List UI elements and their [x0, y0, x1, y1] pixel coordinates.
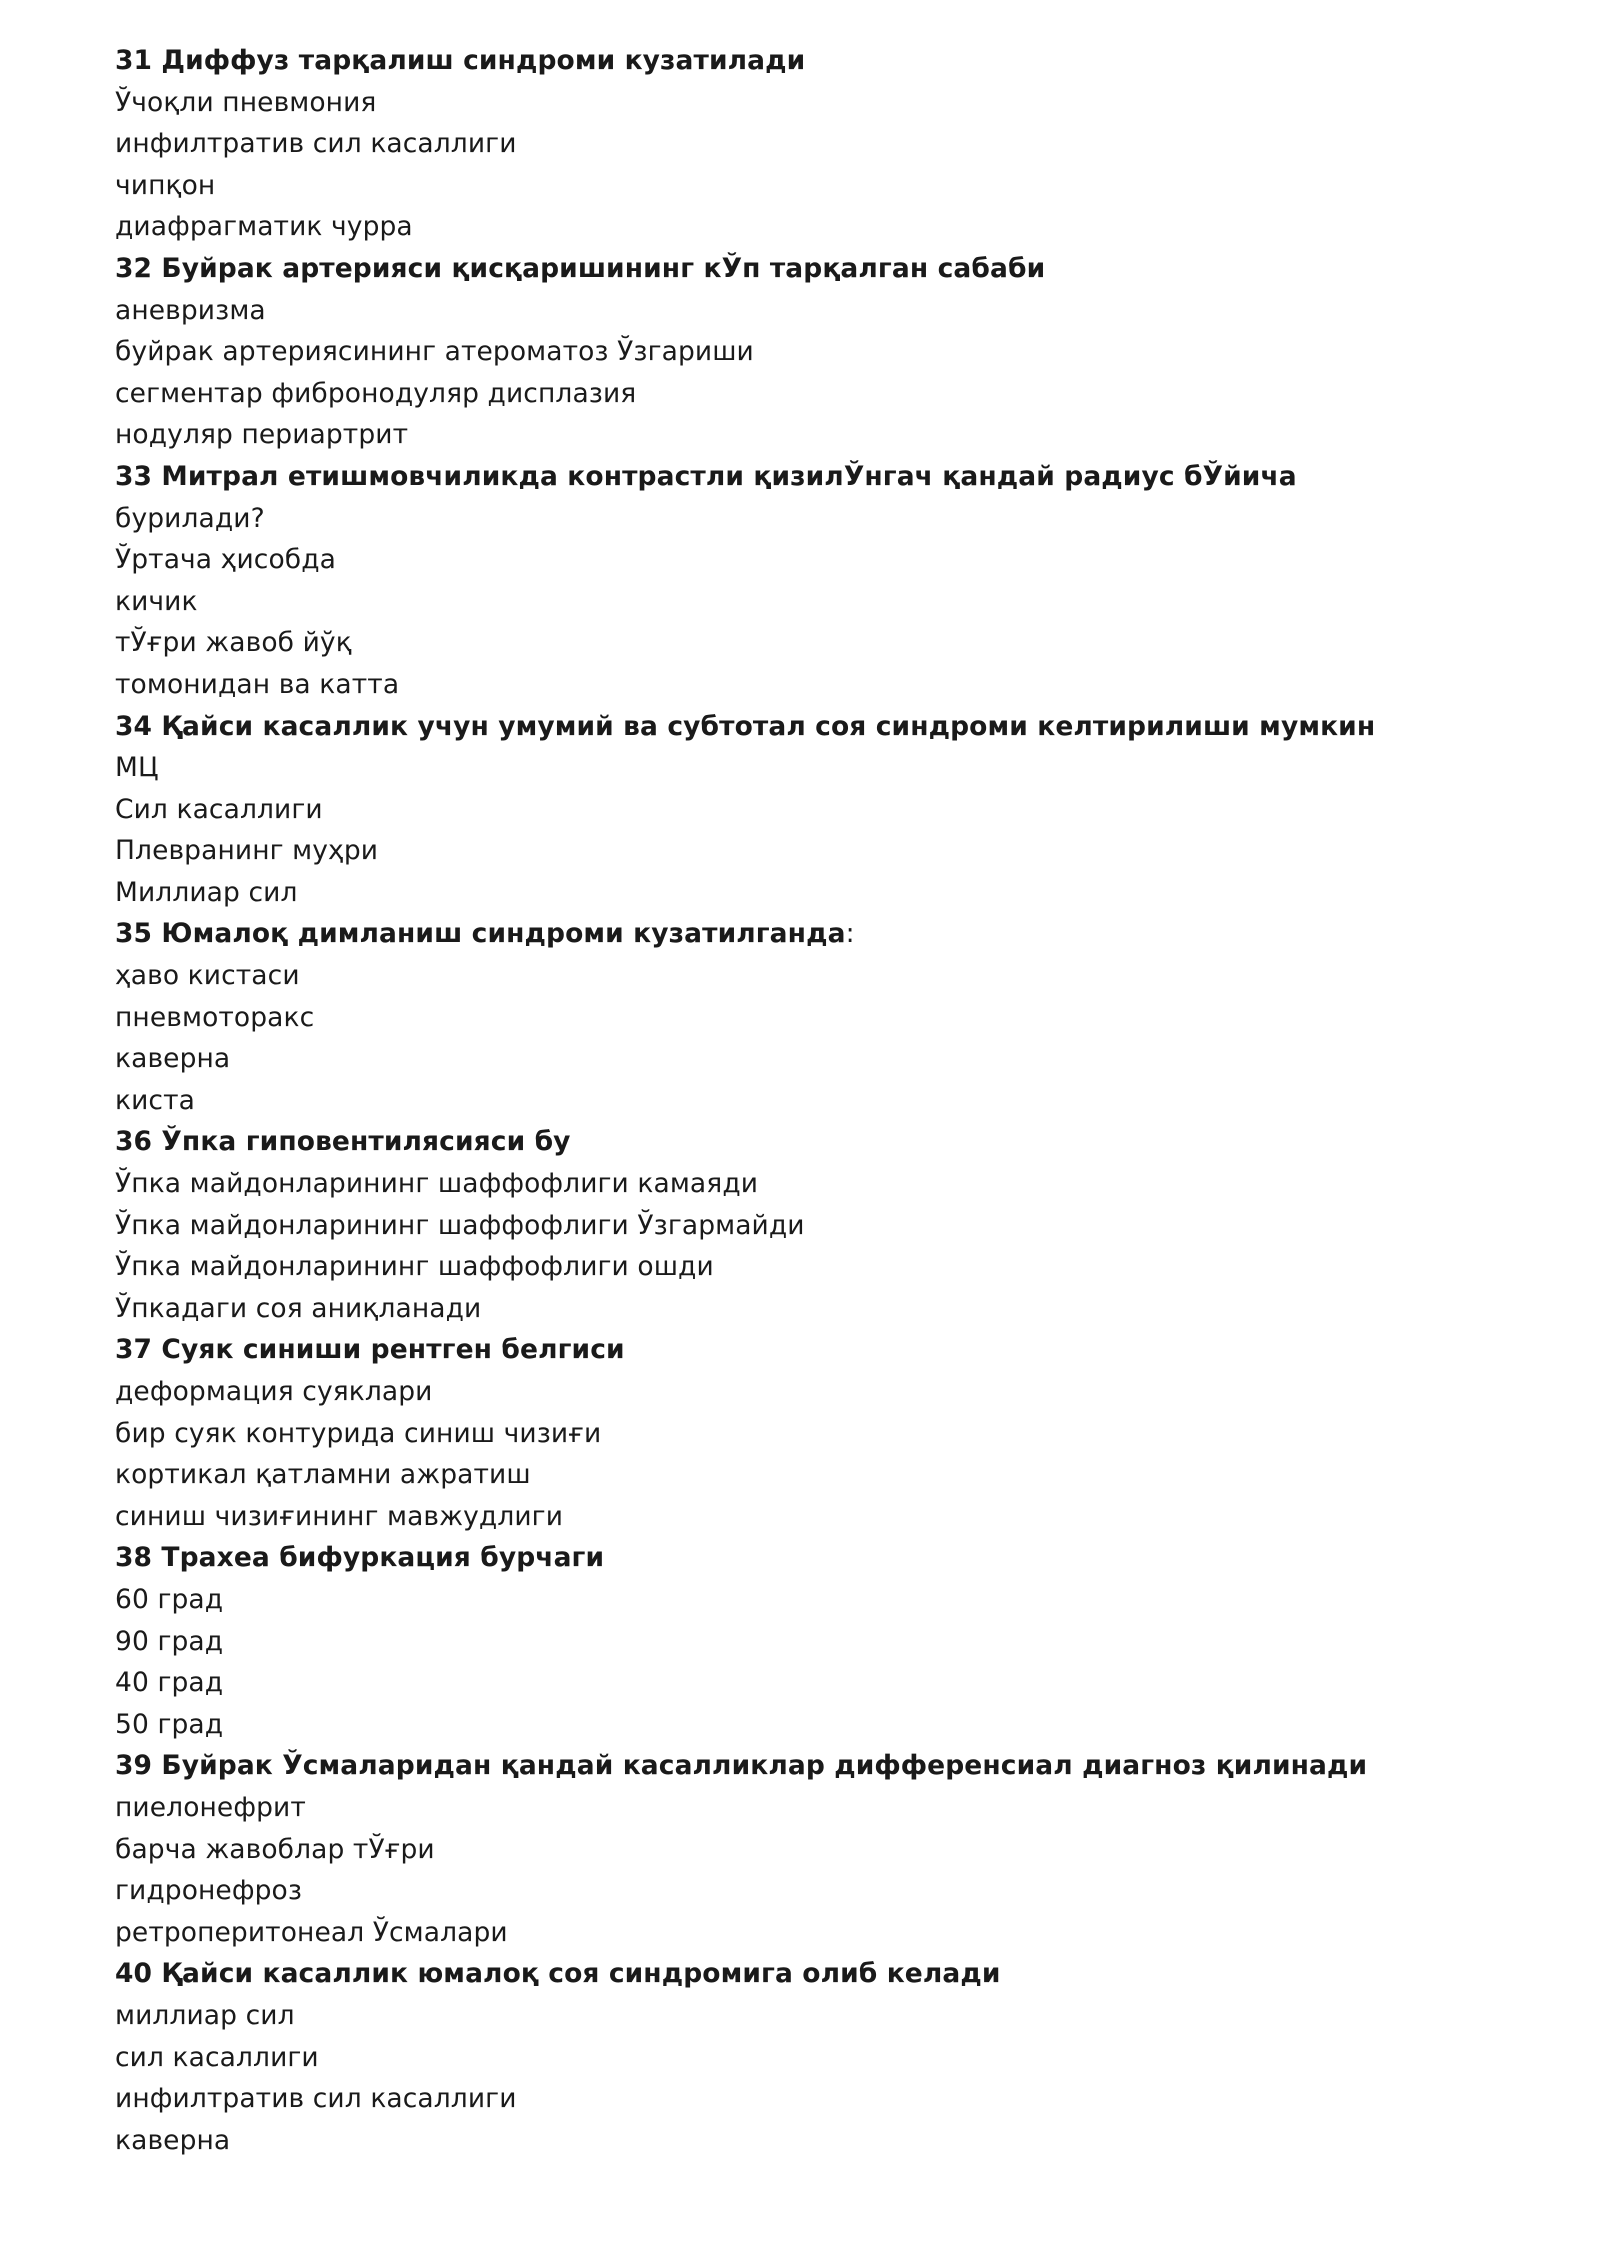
answer-option: 90 град	[115, 1625, 224, 1657]
question-text	[115, 706, 1555, 748]
answer-option: 40 град	[115, 1667, 224, 1699]
question-text	[115, 1329, 1555, 1371]
question-heading: 31 Диффуз тарқалиш синдроми кузатилади	[115, 45, 806, 76]
answer-option: Ўпка майдонларининг шаффофлиги камаяди	[115, 1168, 759, 1200]
answer-option: деформация суяклари	[115, 1376, 433, 1407]
answer-option: тЎғри жавоб йўқ	[115, 627, 352, 659]
question-heading: 35 Юмалоқ димланиш синдроми кузатилганда	[115, 918, 846, 950]
question-block-35	[115, 913, 1555, 1121]
question-text	[115, 1121, 1555, 1163]
question-text	[115, 1537, 1555, 1579]
answer-option: аневризма	[115, 294, 266, 326]
question-suffix: :	[845, 918, 855, 950]
question-heading: 36 Ўпка гиповентилясияси бу	[115, 1126, 571, 1158]
question-block-40	[115, 1953, 1555, 2161]
question-block-36	[115, 1121, 1555, 1329]
answer-option: томонидан ва катта	[115, 668, 400, 700]
question-block-38	[115, 1537, 1555, 1745]
question-heading: 40 Қайси касаллик юмалоқ соя синдромига олиб келади	[115, 1958, 1001, 1990]
answer-option: кичик	[115, 585, 198, 617]
answer-option: пневмоторакс	[115, 1001, 315, 1033]
answer-option: бир суяк контурида синиш чизиғи	[115, 1417, 602, 1449]
question-text	[115, 456, 1555, 498]
answer-option: Ўчоқли пневмония	[115, 86, 377, 118]
question-heading: 38 Трахеа бифуркация бурчаги	[115, 1542, 605, 1574]
answer-option: диафрагматик чурра	[115, 211, 413, 243]
answer-option: Ўпка майдонларининг шаффофлиги ошди	[115, 1251, 714, 1283]
answer-option: сегментар фибронодуляр дисплазия	[115, 377, 637, 409]
question-text	[115, 1953, 1555, 1995]
answer-option: каверна	[115, 1043, 231, 1075]
question-continuation: бурилади?	[115, 502, 265, 534]
question-heading: 33 Митрал етишмовчиликда контрастли қизилЎнгач қандай радиус бЎйича	[115, 460, 1297, 492]
answer-option: инфилтратив сил касаллиги	[115, 2083, 517, 2115]
answer-option: буйрак артериясининг атероматоз Ўзгариши	[115, 336, 754, 368]
answer-option: Плевранинг муҳри	[115, 835, 379, 867]
answer-option: миллиар сил	[115, 1999, 295, 2031]
question-text	[115, 248, 1555, 290]
answer-option: киста	[115, 1084, 195, 1116]
answer-option: ретроперитонеал Ўсмалари	[115, 1916, 508, 1948]
answer-option: Ўпкадаги соя аниқланади	[115, 1292, 482, 1324]
question-block-34	[115, 706, 1555, 914]
answer-option: кортикал қатламни ажратиш	[115, 1459, 531, 1491]
answer-option: синиш чизиғининг мавжудлиги	[115, 1500, 564, 1532]
answer-option: Ўпка майдонларининг шаффофлиги Ўзгармайди	[115, 1209, 805, 1241]
answer-option: нодуляр периартрит	[115, 419, 409, 451]
answer-option: Миллиар сил	[115, 876, 298, 908]
question-block-39	[115, 1745, 1555, 1953]
quiz-document	[115, 40, 1555, 2161]
answer-option: 50 град	[115, 1708, 224, 1740]
answer-option: барча жавоблар тЎғри	[115, 1833, 435, 1865]
answer-option: чипқон	[115, 169, 216, 201]
answer-option: сил касаллиги	[115, 2041, 319, 2073]
answer-option: пиелонефрит	[115, 1791, 306, 1823]
question-block-33	[115, 456, 1555, 706]
answer-option: ҳаво кистаси	[115, 960, 300, 992]
question-text	[115, 40, 1555, 82]
question-block-31	[115, 40, 1555, 248]
question-text	[115, 913, 1555, 955]
answer-option: каверна	[115, 2124, 231, 2156]
answer-option: гидронефроз	[115, 1875, 303, 1907]
question-block-32	[115, 248, 1555, 456]
answer-option: МЦ	[115, 752, 159, 784]
question-heading: 37 Суяк синиши рентген белгиси	[115, 1334, 625, 1366]
question-heading: 39 Буйрак Ўсмаларидан қандай касалликлар дифференсиал диагноз қилинади	[115, 1750, 1368, 1782]
answer-option: 60 град	[115, 1583, 224, 1615]
question-heading: 32 Буйрак артерияси қисқаришининг кЎп тарқалган сабаби	[115, 252, 1046, 284]
question-block-37	[115, 1329, 1555, 1537]
question-text	[115, 1745, 1555, 1787]
question-heading: 34 Қайси касаллик учун умумий ва субтотал соя синдроми келтирилиши мумкин	[115, 710, 1376, 742]
answer-option: инфилтратив сил касаллиги	[115, 128, 517, 160]
answer-option: Сил касаллиги	[115, 793, 323, 825]
answer-option: Ўртача ҳисобда	[115, 544, 336, 576]
